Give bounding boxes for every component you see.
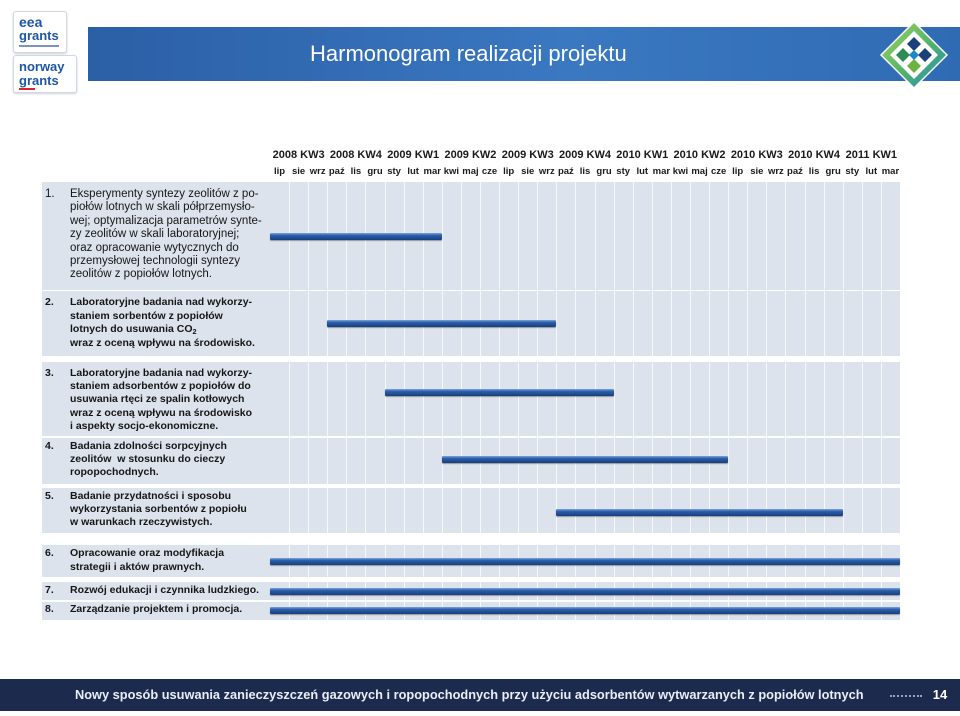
task-text-line [70, 215, 262, 228]
month-gridline [766, 182, 767, 620]
gantt-bar-task-5 [556, 509, 842, 516]
task-text: zy zeolitów w skali laboratoryjnej; [70, 228, 240, 241]
diamond-logo-icon [879, 20, 949, 90]
task-text: wraz z oceną wpływu na środowisko [70, 406, 253, 419]
month-label: mar [881, 166, 900, 177]
gantt-bar-task-8 [270, 607, 900, 614]
month-label: cze [481, 166, 498, 177]
month-gridline [442, 182, 443, 620]
task-text-line [70, 584, 259, 598]
month-label: lip [503, 166, 515, 177]
quarter-label: 2008 KW3 [272, 149, 325, 161]
task-text-line [70, 420, 218, 433]
month-label: lip [732, 166, 744, 177]
month-label: paź [557, 166, 574, 177]
task-text-line [70, 453, 225, 466]
month-gridline [633, 182, 634, 620]
page-title: Harmonogram realizacji projektu [310, 41, 627, 66]
month-label: wrz [538, 166, 555, 177]
task-number: 5. [45, 490, 54, 502]
month-gridline [652, 182, 653, 620]
quarter-label: 2009 KW4 [559, 149, 611, 161]
task-text: Laboratoryjne badania nad wykorzy- [70, 296, 253, 308]
norway-grants-logo[interactable] [13, 55, 77, 93]
quarter-label: 2011 KW1 [845, 149, 898, 161]
task-text: Opracowanie oraz modyfikacja [70, 547, 225, 559]
month-label: cze [710, 166, 727, 177]
task-text-line [70, 503, 247, 516]
task-text-line [70, 367, 252, 380]
title-band [88, 27, 960, 81]
month-label: maj [462, 166, 479, 177]
eea-logo-line2: grants [19, 28, 59, 43]
gantt-bar-task-7 [270, 588, 900, 595]
task-text-line [70, 323, 197, 337]
month-gridline [862, 182, 863, 620]
task-text: wykorzystania sorbentów z popiołu [70, 503, 247, 516]
month-label: paź [787, 166, 803, 177]
task-text: oraz opracowanie wytycznych do [70, 241, 239, 254]
month-label: lis [579, 166, 591, 177]
task-text: ropopochodnych. [70, 466, 159, 479]
month-gridline [385, 182, 386, 620]
task-text-line [70, 603, 242, 617]
norway-logo-line1: norway [19, 59, 65, 74]
task-text-line [70, 310, 223, 324]
eea-logo-underline [19, 45, 59, 47]
task-text: wraz z oceną wpływu na środowisko. [70, 336, 255, 349]
task-text: Zarządzanie projektem i promocja. [70, 603, 243, 615]
month-label: gru [596, 166, 612, 177]
task-text-line [70, 547, 224, 561]
task-text-line [70, 490, 231, 503]
task-text-line [70, 440, 227, 453]
task-number: 2. [45, 296, 54, 308]
month-label: gru [825, 166, 841, 177]
footer-text: Nowy sposób usuwania zanieczyszczeń gazowych i ropopochodnych przy użyciu adsorbentów wytwarzanych z popiołów lotnych [75, 687, 864, 702]
month-gridline [824, 182, 825, 620]
quarter-label: 2009 KW3 [501, 149, 554, 161]
task-text: usuwania rtęci ze spalin kotłowych [70, 393, 245, 406]
norway-logo-line2: grants [19, 73, 59, 88]
quarter-label: 2010 KW1 [616, 149, 669, 161]
month-label: sie [292, 166, 306, 177]
task-text-line [70, 407, 252, 420]
month-gridline [423, 182, 424, 620]
month-label: lis [808, 166, 820, 177]
month-gridline [843, 182, 844, 620]
task-text-line [70, 393, 244, 406]
task-text: zeolitów w stosunku do cieczy [70, 453, 226, 466]
month-gridline [671, 182, 672, 620]
task-text: piołów lotnych w skali półprzemysło- [70, 201, 255, 214]
task-text-line [70, 228, 239, 241]
page-number: 14 [932, 687, 948, 702]
task-text: i aspekty socjo-ekonomiczne. [70, 419, 219, 432]
month-label: sie [750, 166, 764, 177]
task-text: lotnych do usuwania CO [70, 323, 193, 336]
task-text: strategii i aktów prawnych. [70, 560, 205, 573]
task-text-line [70, 268, 212, 281]
month-gridline [346, 182, 347, 620]
task-text-line [70, 296, 252, 310]
month-label: mar [423, 166, 441, 177]
gantt-bar-task-4 [442, 456, 728, 463]
month-label: maj [691, 166, 708, 177]
month-label: gru [367, 166, 383, 177]
task-text-line [70, 201, 255, 214]
quarter-label: 2008 KW4 [329, 149, 382, 161]
gantt-bar-task-2 [327, 320, 556, 327]
month-gridline [805, 182, 806, 620]
month-gridline [556, 182, 557, 620]
month-label: sie [521, 166, 535, 177]
task-text: w warunkach rzeczywistych. [70, 516, 213, 529]
month-gridline [499, 182, 500, 620]
gantt-bar-task-6 [270, 558, 900, 565]
task-text: Rozwój edukacji i czynnika ludzkiego. [70, 584, 260, 596]
month-gridline [575, 182, 576, 620]
task-number: 8. [45, 603, 54, 615]
task-text: Laboratoryjne badania nad wykorzy- [70, 367, 253, 379]
month-gridline [308, 182, 309, 620]
eea-logo-line1: eea [19, 14, 43, 30]
footer-dotted-leader [890, 695, 922, 697]
task-text-line [70, 466, 159, 479]
month-label: lut [407, 166, 419, 177]
task-text-line [70, 516, 212, 529]
month-gridline [327, 182, 328, 620]
month-label: kwi [443, 166, 459, 177]
month-gridline [480, 182, 481, 620]
quarter-label: 2009 KW2 [444, 149, 497, 161]
month-label: wrz [309, 166, 326, 177]
month-gridline [365, 182, 366, 620]
quarter-label: 2010 KW3 [730, 149, 783, 161]
task-number: 7. [45, 584, 54, 596]
eea-grants-logo[interactable] [13, 11, 67, 53]
norway-logo-accent [19, 88, 35, 90]
task-text: Badania zdolności sorpcyjnych [70, 440, 227, 452]
footer-bar [0, 679, 960, 711]
month-label: sty [845, 166, 860, 177]
month-gridline [785, 182, 786, 620]
month-gridline [595, 182, 596, 620]
task-text: zeolitów z popiołów lotnych. [70, 268, 212, 281]
month-gridline [881, 182, 882, 620]
task-text-line [70, 242, 239, 255]
month-label: sty [616, 166, 631, 177]
task-number: 1. [45, 188, 55, 200]
task-text-line [70, 380, 251, 393]
month-label: lut [865, 166, 878, 177]
task-number: 4. [45, 440, 54, 452]
month-gridline [614, 182, 615, 620]
task-text: staniem adsorbentów z popiołów do [70, 380, 251, 393]
task-text: przemysłowej technologii syntezy [70, 255, 241, 267]
month-label: wrz [767, 166, 784, 177]
task-text-line [70, 188, 259, 201]
quarter-label: 2009 KW1 [387, 149, 440, 161]
month-label: kwi [672, 166, 689, 177]
task-number: 3. [45, 367, 54, 379]
month-gridline [709, 182, 710, 620]
month-gridline [728, 182, 729, 620]
task-text-line [70, 255, 240, 268]
quarter-label: 2010 KW4 [788, 149, 841, 161]
month-label: lut [636, 166, 649, 177]
quarter-label: 2010 KW2 [673, 149, 726, 161]
month-label: lis [350, 166, 362, 177]
gantt-bar-task-3 [385, 389, 614, 396]
month-gridline [518, 182, 519, 620]
month-label: paź [328, 166, 345, 177]
month-label: sty [387, 166, 401, 177]
task-text: Eksperymenty syntezy zeolitów z po- [70, 188, 259, 200]
month-label: mar [652, 166, 671, 177]
month-gridline [537, 182, 538, 620]
task-text-line [70, 561, 204, 575]
task-text: Badanie przydatności i sposobu [70, 490, 232, 502]
co2-subscript: 2 [192, 327, 197, 337]
task-text-line [70, 337, 255, 351]
gantt-bar-task-1 [270, 233, 442, 240]
task-text: wej; optymalizacja parametrów synte- [70, 214, 262, 227]
month-gridline [289, 182, 290, 620]
month-gridline [690, 182, 691, 620]
month-gridline [461, 182, 462, 620]
month-gridline [404, 182, 405, 620]
month-gridline [747, 182, 748, 620]
task-number: 6. [45, 547, 54, 559]
task-text: staniem sorbentów z popiołów [70, 309, 223, 322]
month-label: lip [273, 166, 286, 177]
